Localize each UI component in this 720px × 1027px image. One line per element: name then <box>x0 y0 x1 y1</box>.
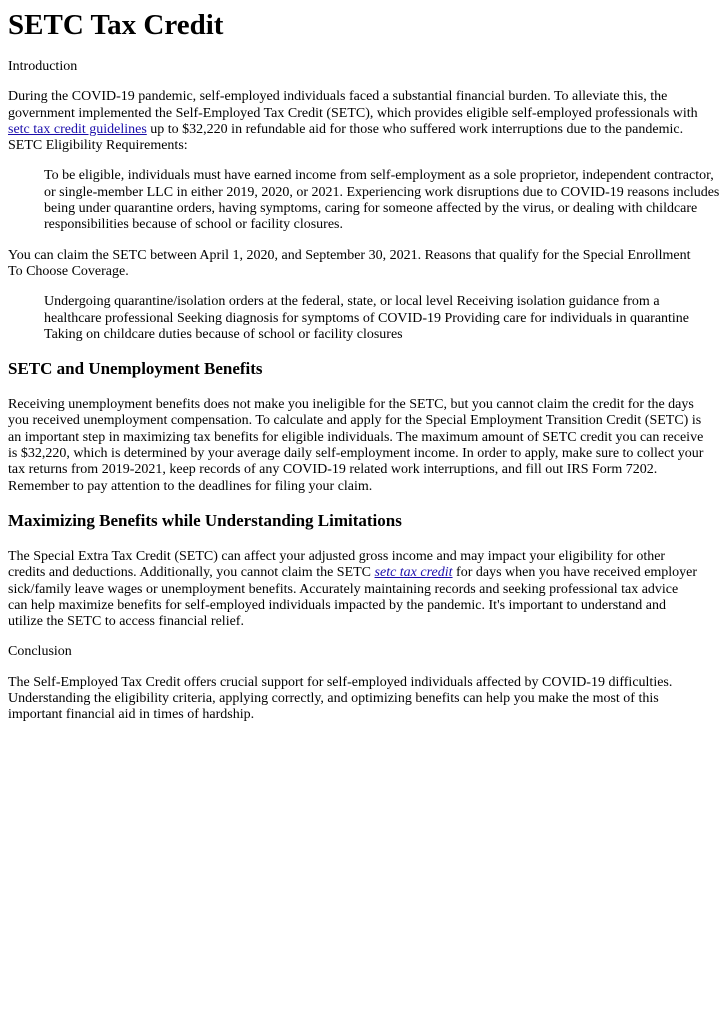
conclusion-label: Conclusion <box>8 644 72 660</box>
page-title: SETC Tax Credit <box>8 9 224 41</box>
limitations-heading: Maximizing Benefits while Understanding Limitations <box>8 510 402 530</box>
eligibility-quote: To be eligible, individuals must have earned income from self-employment as a sole proprietor, independent contractor, or single-member LLC in either 2019, 2020, or 2021. Experiencing work disruptions due to COVID-19 reasons includes being under quarantine orders, having symptoms, caring for someone affected by the virus, or dealing with childcare responsibilities because of school or facility closures. <box>44 168 720 233</box>
limitations-text-before: The Special Extra Tax Credit (SETC) can affect your adjusted gross income and may impact your eligibility for other credits and deductions. Additionally, you cannot claim the SETC <box>8 548 666 581</box>
intro-text-before: During the COVID-19 pandemic, self-employed individuals faced a substantial financial burden. To alleviate this, the government implemented the Self-Employed Tax Credit (SETC), which provides eligible self-employed professionals with <box>8 89 698 121</box>
intro-paragraph <box>8 89 720 154</box>
unemployment-paragraph: Receiving unemployment benefits does not make you ineligible for the SETC, but you cannot claim the credit for the days you received unemployment compensation. To calculate and apply for the Special Employment Transition Credit (SETC) is an important step in maximizing tax benefits for eligible individuals. The maximum amount of SETC credit you can receive is $32,220, which is determined by your average daily self-employment income. In order to apply, make sure to collect your tax returns from 2019-2021, keep records of any COVID-19 related work interruptions, and fill out IRS Form 7202. Remember to pay attention to the deadlines for filing your claim. <box>8 397 704 494</box>
limitations-paragraph <box>8 549 720 630</box>
intro-text-after: up to $32,220 in refundable aid for those who suffered work interruptions due to the pandemic. SETC Eligibility Requirements: <box>8 121 684 154</box>
limitations-text-after: for days when you have received employer sick/family leave wages or unemployment benefits. Accurately maintaining records and seeking professional tax advice can help maximize benefits for self-employed individuals impacted by the pandemic. It's important to understand and utilize the SETC to access financial relief. <box>8 565 698 630</box>
intro-label: Introduction <box>8 59 78 74</box>
conclusion-paragraph: The Self-Employed Tax Credit offers crucial support for self-employed individuals affected by COVID-19 difficulties. Understanding the eligibility criteria, applying correctly, and optimizing benefits can help you make the most of this important financial aid in times of hardship. <box>8 674 673 723</box>
setc-guidelines-link[interactable]: setc tax credit guidelines <box>8 121 147 137</box>
setc-tax-credit-link[interactable]: setc tax credit <box>374 565 453 581</box>
article <box>0 9 720 724</box>
unemployment-heading: SETC and Unemployment Benefits <box>8 359 263 379</box>
claim-period-paragraph: You can claim the SETC between April 1, 2020, and September 30, 2021. Reasons that qualify for the Special Enrollment To Choose Coverage. <box>8 247 691 279</box>
qualifying-reasons-quote: Undergoing quarantine/isolation orders at the federal, state, or local level Receiving isolation guidance from a healthcare professional Seeking diagnosis for symptoms of COVID-19 Providing care for individuals in quarantine Taking on childcare duties because of school or facility closures <box>44 294 690 342</box>
